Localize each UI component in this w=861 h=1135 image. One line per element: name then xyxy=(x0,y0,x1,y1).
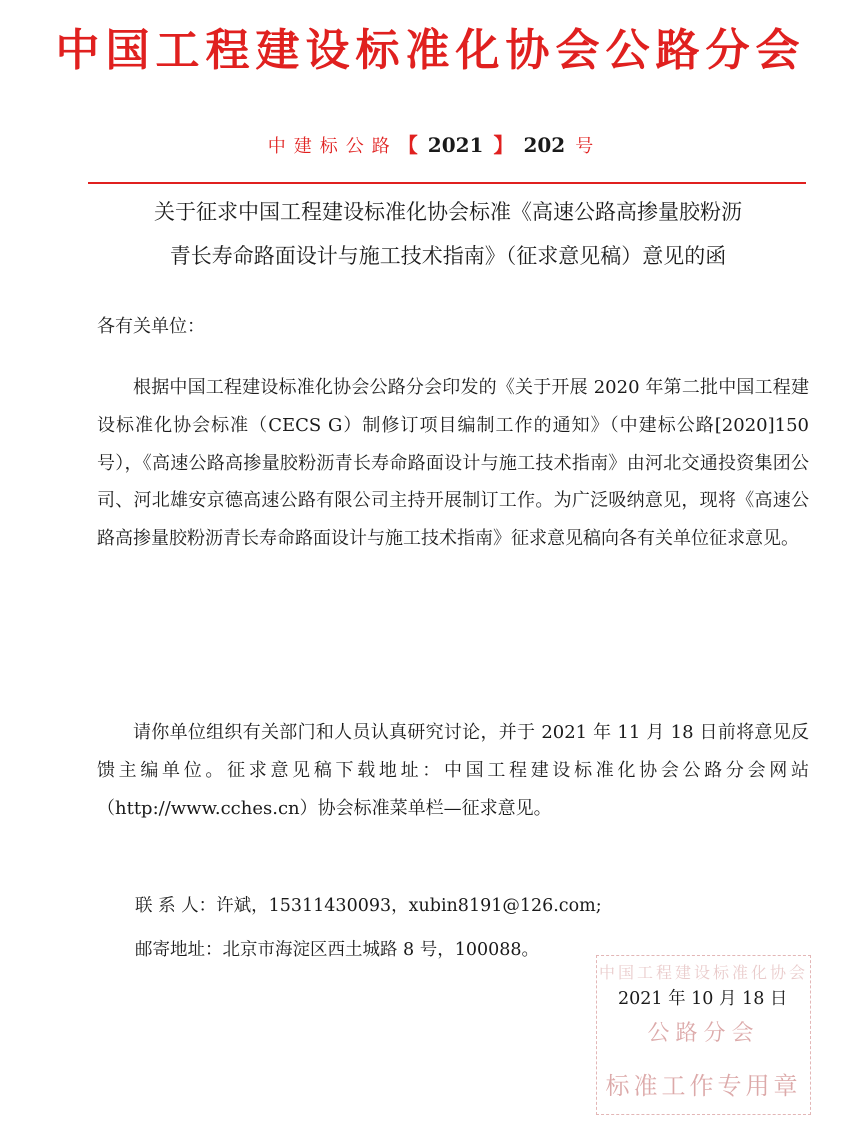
official-seal xyxy=(596,955,811,1115)
seal-text-middle: 公路分会 xyxy=(647,1021,760,1046)
doc-number-bracket-close: 】 xyxy=(493,133,514,157)
doc-number-suffix: 号 xyxy=(575,136,594,157)
mailing-address: 邮寄地址：北京市海淀区西土城路 8 号，100088。 xyxy=(135,940,540,960)
issue-date: 2021 年 10 月 18 日 xyxy=(618,989,788,1009)
body-paragraph: 根据中国工程建设标准化协会公路分会印发的《关于开展 2020 年第二批中国工程建设标准化协会标准（CECS G）制修订项目编制工作的通知》（中建标公路[2020]150 号），《高速公路高掺量胶粉沥青长寿命路面设计与施工技术指南》由河北交通投资集团公司、河北雄安京德高速公路有限公司主持开展制订工作。为广泛吸纳意见，现将《高速公路高掺量胶粉沥青长寿命路面设计与施工技术指南》征求意见稿向各有关单位征求意见。 xyxy=(97,377,809,550)
doc-number-prefix: 中建标公路 xyxy=(267,136,398,157)
contact-person: 联 系 人：许斌，15311430093，xubin8191@126.com; xyxy=(135,896,602,916)
doc-number-value: 202 xyxy=(523,133,566,157)
seal-text-bottom: 标准工作专用章 xyxy=(605,1072,802,1100)
doc-number-bracket-open: 【 xyxy=(397,133,418,157)
org-header-title: 中国工程建设标准化协会公路分会 xyxy=(55,25,806,76)
document-number xyxy=(0,132,861,160)
subject-line-2: 青长寿命路面设计与施工技术指南》（征求意见稿）意见的函 xyxy=(169,244,727,268)
seal-text-top: 中国工程建设标准化协会 xyxy=(598,963,808,982)
body-paragraph: 请你单位组织有关部门和人员认真研究讨论，并于 2021 年 11 月 18 日前将意见反馈主编单位。征求意见稿下载地址：中国工程建设标准化协会公路分会网站（http://www.cches.cn）协会标准菜单栏—征求意见。 xyxy=(97,722,809,819)
red-divider-line xyxy=(88,182,806,184)
document-subject xyxy=(88,190,808,278)
doc-number-year: 2021 xyxy=(427,133,484,157)
subject-line-1: 关于征求中国工程建设标准化协会标准《高速公路高掺量胶粉沥 xyxy=(154,200,742,224)
salutation: 各有关单位： xyxy=(97,316,205,337)
